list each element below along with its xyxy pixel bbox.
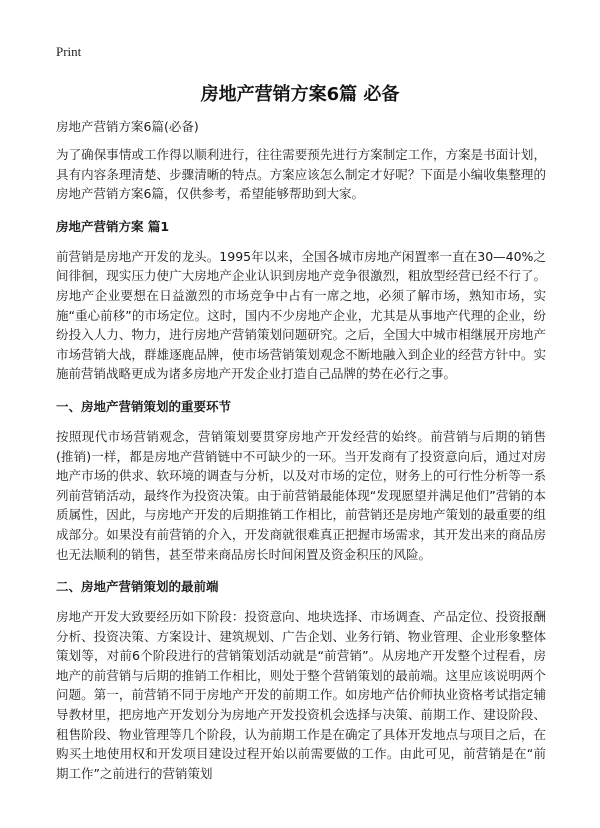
page-title: 房地产营销方案6篇 必备 xyxy=(200,84,400,105)
section-paragraph: 前营销是房地产开发的龙头。1995年以来，全国各城市房地产闲置率一直在30—40%之间徘徊，现实压力使广大房地产企业认识到房地产竞争很激烈，粗放型经营已经不行了。房地产企业要想在日益激烈的市场竞争中占有一席之地，必须了解市场，熟知市场，实施“重心前移”的市场定位。这时，国内不少房地产企业，尤其是从事地产代理的企业，纷纷投入人力、物力，进行房地产营销策划问题研究。之后，全国大中城市相继展开房地产市场营销大战，群雄逐鹿品牌，使市场营销策划观念不断地融入到企业的经营方针中。实施前营销战略更成为诸多房地产开发企业打造自己品牌的势在必行之事。 xyxy=(56,248,546,382)
subsection-paragraph-2: 房地产开发大致要经历如下阶段：投资意向、地块选择、市场调查、产品定位、投资报酬分析、投资决策、方案设计、建筑规划、广告企划、业务行销、物业管理、企业形象整体策划等，对前6个阶段进行的营销策划活动就是“前营销”。从房地产开发整个过程看，房地产的前营销与后期的推销工作相比，则处于整个营销策划的最前端。这里应该说明两个问题。第一，前营销不同于房地产开发的前期工作。如房地产估价师执业资格考试指定辅导教材里，把房地产开发划分为房地产开发投资机会选择与决策、前期工作、建设阶段、租售阶段、物业管理等几个阶段，认为前期工作是在确定了具体开发地点与项目之后，在购买土地使用权和开发项目建设过程开始以前需要做的工作。由此可见，前营销是在“前期工作”之前进行的营销策划 xyxy=(56,609,546,781)
article-body xyxy=(56,117,546,796)
subsection-paragraph-1: 按照现代市场营销观念，营销策划要贯穿房地产开发经营的始终。前营销与后期的销售(推销)一样，都是房地产营销链中不可缺少的一环。当开发商有了投资意向后，通过对房地产市场的供求、软环境的调查与分析，以及对市场的定位，财务上的可行性分析等一系列前营销活动，最终作为投资决策。由于前营销最能体现“发现愿望并满足他们”营销的本质属性，因此，与房地产开发的后期推销工作相比，前营销还是房地产策划的最重要的组成部分。如果没有前营销的介入，开发商就很难真正把握市场需求，其开发出来的商品房也无法顺利的销售，甚至带来商品房长时间闲置及资金积压的风险。 xyxy=(56,428,546,562)
subsection-heading-1: 一、房地产营销策划的重要环节 xyxy=(56,398,232,414)
print-link[interactable]: Print xyxy=(56,44,82,59)
section-title: 房地产营销方案 篇1 xyxy=(56,218,170,234)
subsection-heading-2: 二、房地产营销策划的最前端 xyxy=(56,579,219,595)
document-subtitle: 房地产营销方案6篇(必备) xyxy=(56,119,199,134)
intro-paragraph: 为了确保事情或工作得以顺利进行，往往需要预先进行方案制定工作，方案是书面计划，具有内容条理清楚、步骤清晰的特点。方案应该怎么制定才好呢？下面是小编收集整理的房地产营销方案6篇，仅供参考，希望能够帮助到大家。 xyxy=(56,147,546,202)
